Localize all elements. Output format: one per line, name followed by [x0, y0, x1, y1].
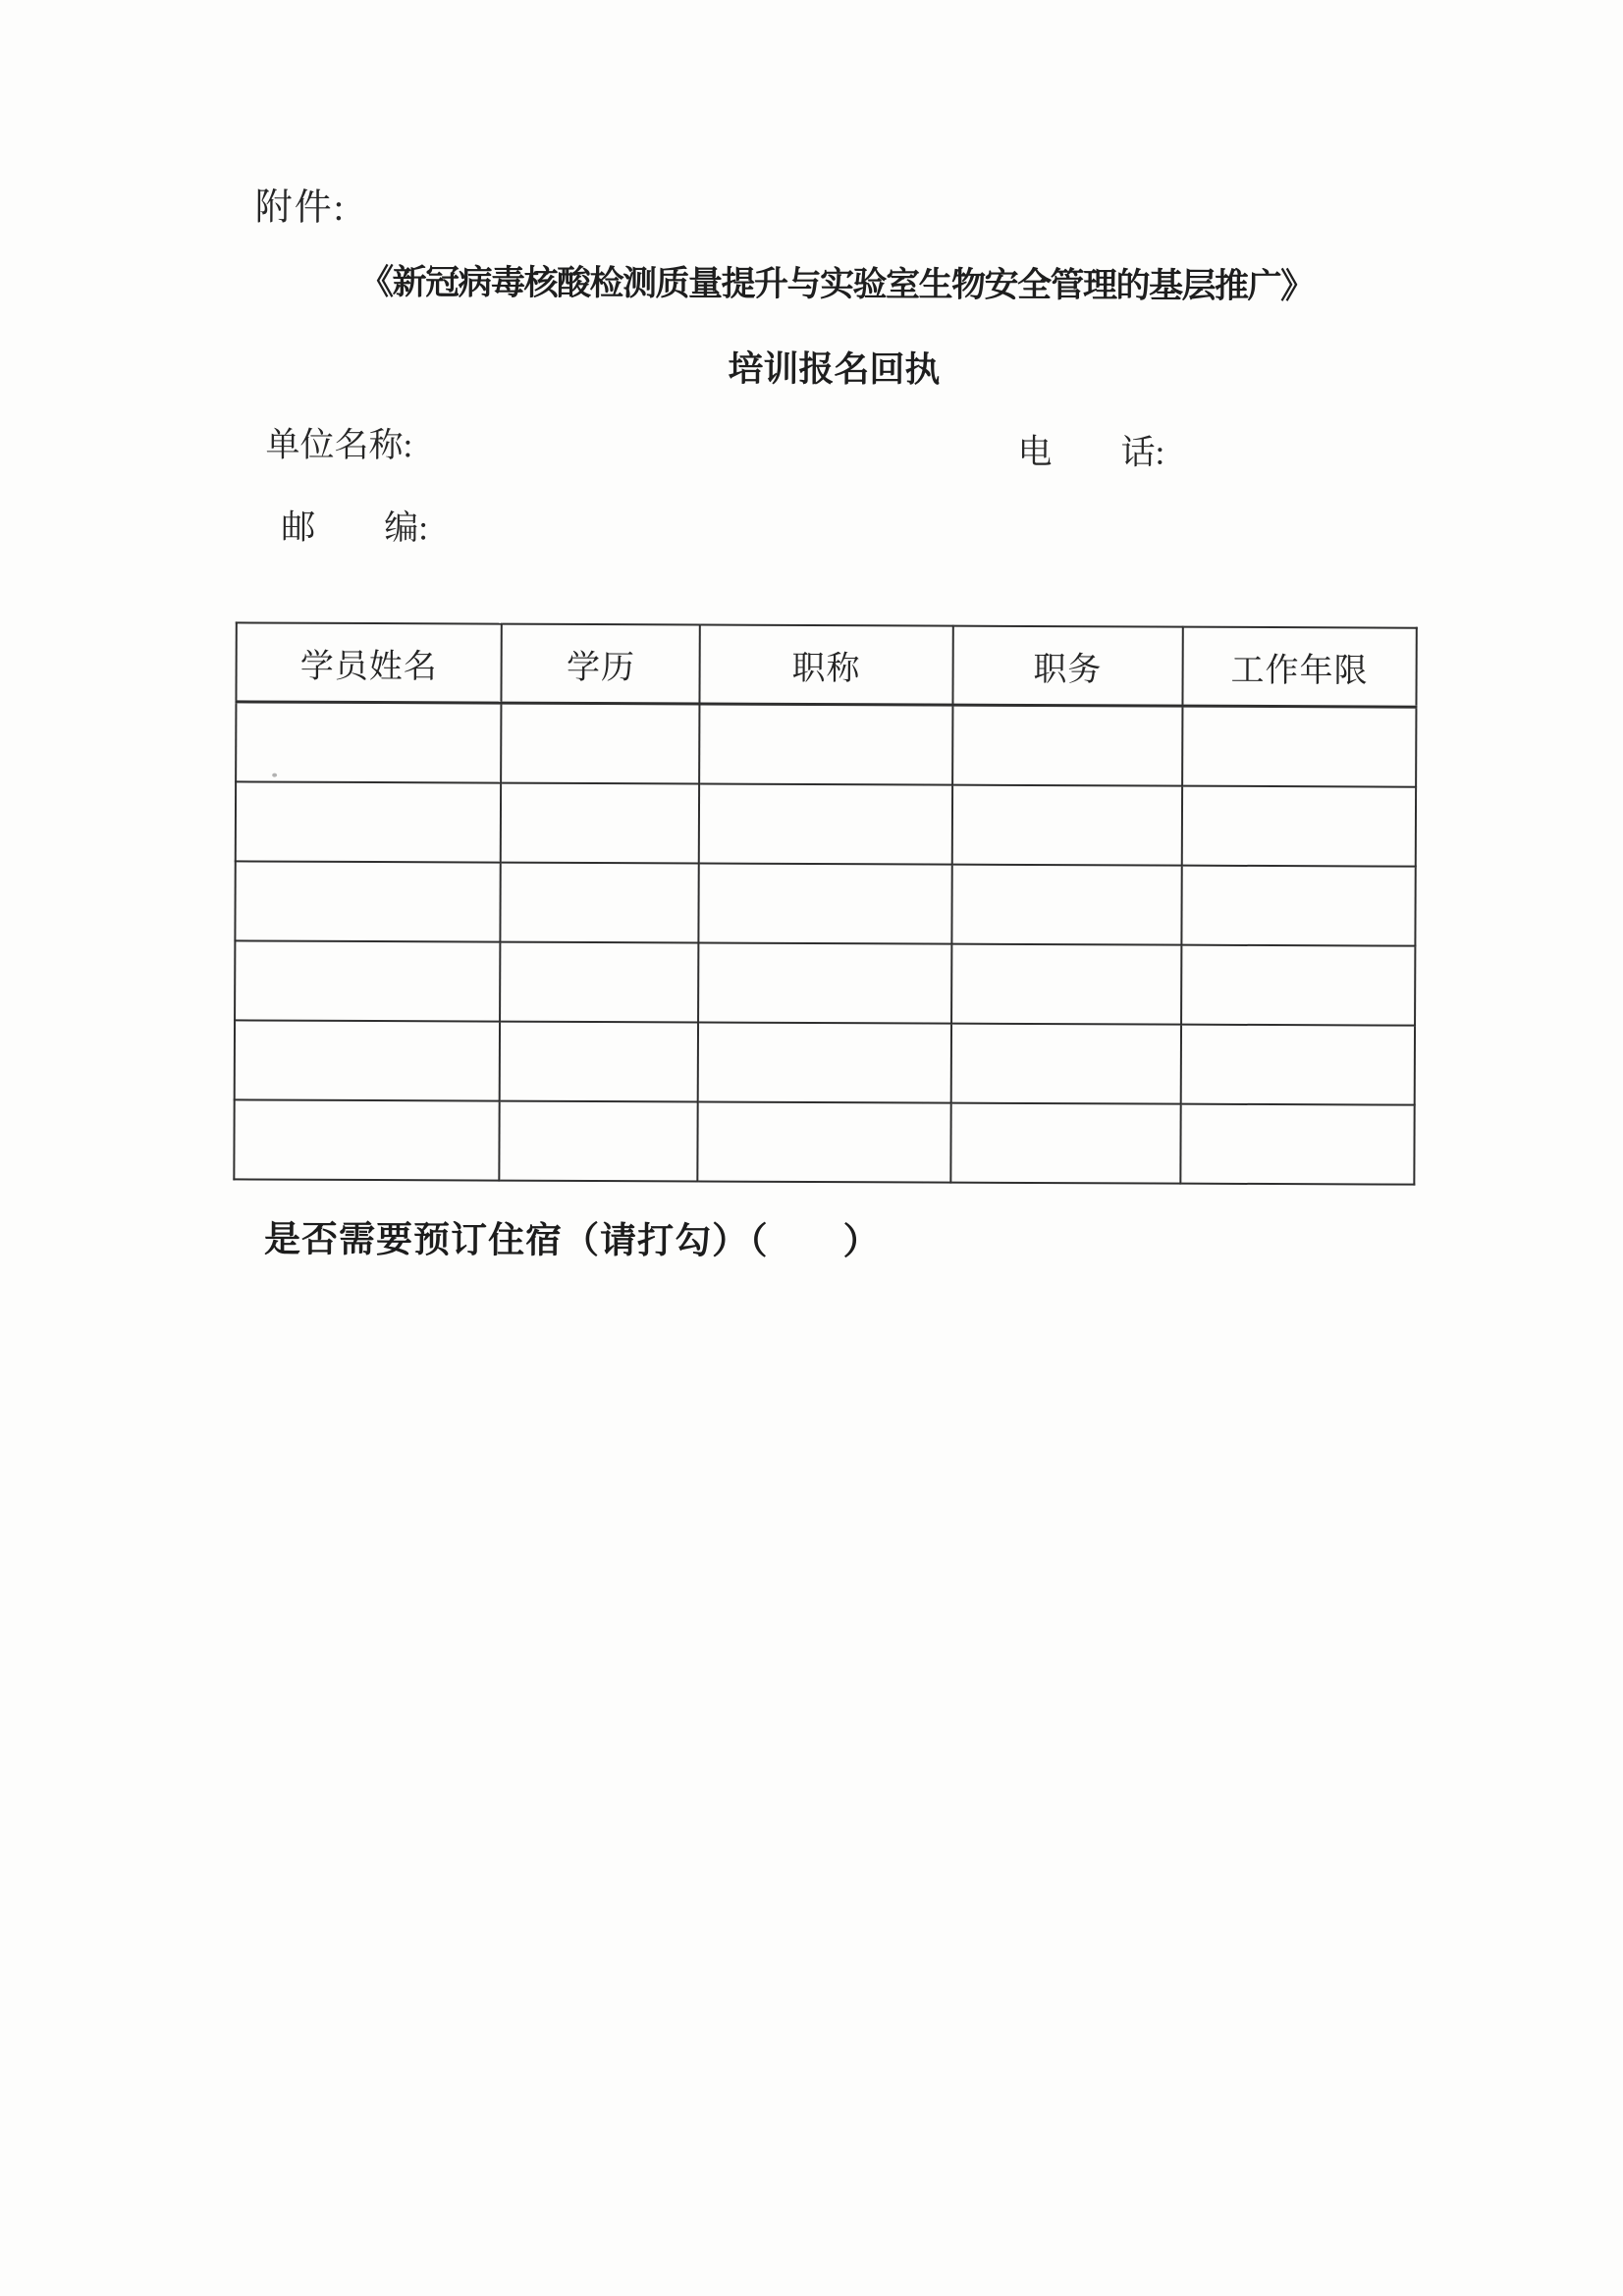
table-cell-empty	[234, 1099, 500, 1180]
table-cell-empty	[698, 1022, 951, 1102]
table-cell-empty	[501, 783, 699, 864]
table-cell-empty	[951, 865, 1182, 945]
table-cell-empty	[1182, 786, 1416, 867]
table-row	[235, 1020, 1415, 1104]
table-row	[235, 940, 1415, 1025]
table-cell-empty	[698, 942, 951, 1023]
table-cell-empty	[951, 944, 1182, 1025]
table-cell-empty	[501, 863, 699, 943]
table-cell-empty	[500, 942, 698, 1023]
table-cell-empty	[1180, 1104, 1414, 1185]
table-cell-empty	[952, 705, 1183, 786]
table-cell-empty	[236, 781, 502, 862]
header-trainee-name: 学员姓名	[236, 622, 502, 703]
table-cell-empty	[699, 784, 952, 865]
header-work-years: 工作年限	[1182, 627, 1416, 708]
table-row	[236, 702, 1416, 787]
table-cell-empty	[236, 702, 502, 783]
table-cell-empty	[500, 1101, 698, 1182]
table-body	[234, 702, 1416, 1185]
table-cell-empty	[699, 704, 952, 785]
table-cell-empty	[235, 1020, 501, 1100]
table-cell-empty	[950, 1024, 1181, 1104]
document-subtitle: 培训报名回执	[728, 348, 941, 390]
table-row	[234, 1099, 1414, 1184]
header-position: 职务	[952, 626, 1183, 707]
table-row	[235, 861, 1415, 945]
phone-label: 电 话:	[1017, 432, 1165, 472]
table-cell-empty	[698, 1101, 951, 1182]
table-cell-empty	[950, 1103, 1181, 1184]
unit-name-label: 单位名称:	[265, 425, 413, 465]
header-professional-title: 职称	[700, 625, 953, 706]
table-cell-empty	[235, 940, 501, 1021]
accommodation-question: 是否需要预订住宿（请打勾）（ ）	[263, 1219, 881, 1263]
scan-speck	[272, 774, 277, 777]
postal-code-label: 邮 编:	[281, 507, 429, 548]
table-cell-empty	[951, 785, 1182, 866]
table-cell-empty	[1181, 1025, 1415, 1105]
table-cell-empty	[1181, 866, 1415, 946]
trainee-registration-table	[233, 621, 1417, 1185]
header-education: 学历	[502, 624, 700, 704]
table-header-row	[236, 622, 1416, 707]
document-title: 《新冠病毒核酸检测质量提升与实验室生物安全管理的基层推广》	[358, 262, 1314, 306]
table-cell-empty	[699, 863, 952, 943]
table-cell-empty	[502, 703, 700, 783]
table-cell-empty	[235, 861, 501, 941]
table-cell-empty	[1182, 706, 1416, 787]
table-cell-empty	[1181, 945, 1415, 1026]
table-row	[236, 781, 1416, 866]
table-cell-empty	[500, 1022, 698, 1102]
attachment-label: 附件:	[254, 187, 347, 229]
